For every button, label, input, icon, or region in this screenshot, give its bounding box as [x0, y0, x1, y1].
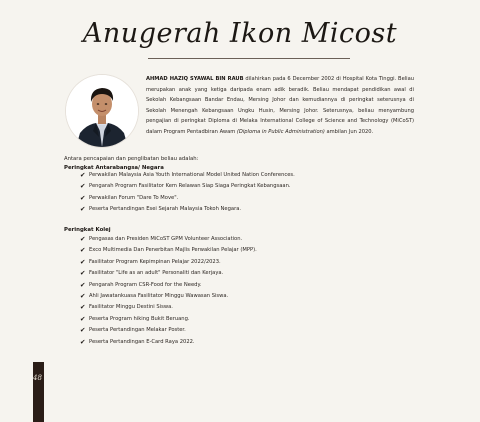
list-item: ✔ Fasilitator Minggu Destini Siswa. — [80, 302, 257, 313]
checkmark-icon: ✔ — [80, 235, 86, 243]
bio-text-part2: ambilan Jun 2020. — [324, 128, 374, 135]
list-item: ✔ Pengarah Program CSR-Food for the Needy. — [80, 280, 257, 291]
national-achievements-list — [80, 170, 295, 216]
page-title: Anugerah Ikon Micost — [82, 18, 398, 49]
list-item: ✔ Ahli Jawatankuasa Fasilitator Minggu Wawasan Siswa. — [80, 291, 257, 302]
checkmark-icon: ✔ — [80, 257, 86, 266]
college-achievements-list — [80, 234, 257, 348]
checkmark-icon: ✔ — [80, 303, 86, 312]
list-item: ✔ Fasilitator "Life as an adult" Personaliti dan Kerjaya. — [80, 268, 257, 279]
list-item: ✔ Fasilitator Program Kepimpinan Pelajar 2022/2023. — [80, 257, 257, 268]
section-heading-national: Peringkat Antarabangsa/ Negara — [64, 165, 164, 171]
checkmark-icon: ✔ — [80, 337, 86, 346]
achievements-intro: Antara pencapaian dan penglibatan beliau adalah: — [64, 156, 199, 162]
list-item: ✔ Peserta Pertandingan Melakar Poster. — [80, 325, 257, 336]
checkmark-icon: ✔ — [80, 193, 86, 202]
list-item: ✔ Exco Multimedia Dan Penerbitan Majlis Perwakilan Pelajar (MPP). — [80, 245, 257, 256]
checkmark-icon: ✔ — [80, 314, 86, 323]
list-item: ✔ Perwakilan Malaysia Asia Youth International Model United Nation Conferences. — [80, 170, 295, 181]
list-item: ✔ Perwakilan Forum "Dare To Move". — [80, 193, 295, 204]
list-item: ✔ Pengarah Program Fasilitator Kem Relawan Siap Siaga Peringkat Kebangsaan. — [80, 181, 295, 192]
list-item: ✔ Peserta Program hiking Bukit Beruang. — [80, 314, 257, 325]
page-number: 48 — [33, 374, 42, 382]
list-item: ✔ Peserta Pertandingan E-Card Raya 2022. — [80, 337, 257, 348]
bio-text-part1: dilahirkan pada 6 December 2002 di Hospital Kota Tinggi. Beliau merupakan anak yang ketiga daripada enam adik beradik. Beliau mendapat pendidikan awal di Sekolah Kebangsaan Bandar Endau, Mersing Johor dan kemudiannya di peringkat seterusnya di Sekolah Menengah Kebangsaan Ungku Husin, Mersing Johor. Seterusnya, beliau menyambung pengajian di peringkat Diploma di Melaka International College of Science and Technology (MiCoST) dalam Program Pentadbiran Awam — [146, 76, 415, 135]
bio-program-italic: (Diploma in Public Administration) — [236, 128, 325, 135]
checkmark-icon: ✔ — [80, 292, 86, 301]
list-item: ✔ Peserta Pertandingan Esei Sejarah Malaysia Tokoh Negara. — [80, 204, 295, 215]
checkmark-icon: ✔ — [80, 171, 86, 179]
section-heading-college: Peringkat Kolej — [64, 227, 111, 233]
profile-photo — [66, 75, 138, 147]
checkmark-icon: ✔ — [80, 205, 86, 214]
biography-paragraph — [146, 74, 414, 138]
list-item: ✔ Pengasas dan Presiden MiCoST GPM Volunteer Association. — [80, 234, 257, 245]
checkmark-icon: ✔ — [80, 280, 86, 289]
title-divider — [148, 58, 350, 59]
checkmark-icon: ✔ — [80, 269, 86, 278]
checkmark-icon: ✔ — [80, 182, 86, 191]
page-number-tab — [33, 362, 44, 422]
checkmark-icon: ✔ — [80, 246, 86, 255]
student-name: AHMAD HAZIQ SYAWAL BIN RAUB — [146, 76, 244, 82]
checkmark-icon: ✔ — [80, 326, 86, 335]
